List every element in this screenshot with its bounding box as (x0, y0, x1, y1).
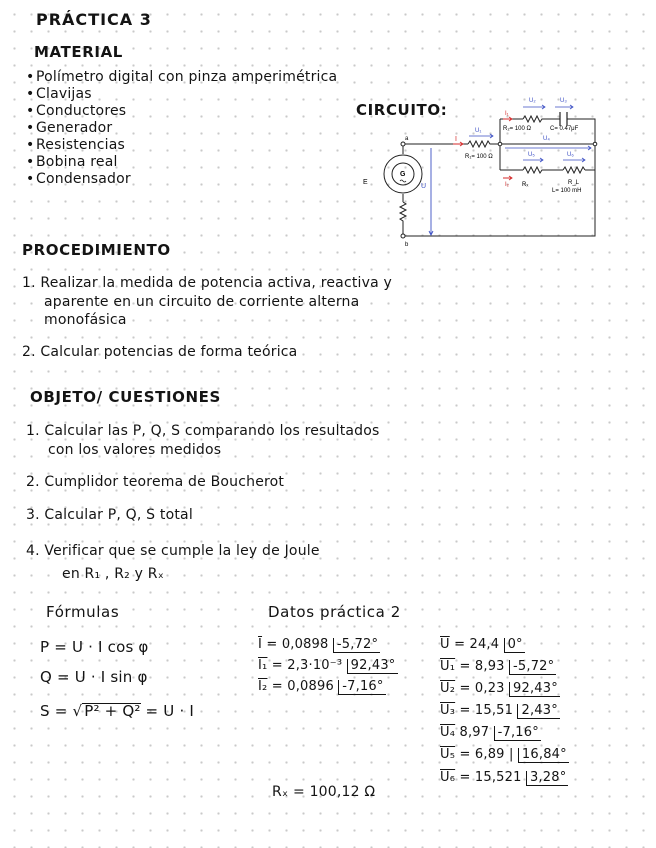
circuit-label: CIRCUITO: (356, 101, 448, 119)
voltage-row: $\overline{U} = 24,4$ 0° (440, 637, 523, 652)
node-b-dot (401, 234, 405, 238)
voltage-u3-arrow (555, 105, 573, 109)
list-item: 4. Verificar que se cumple la ley de Joule (26, 543, 320, 559)
source-e-label: E (363, 179, 368, 186)
voltage-u5-label: U₅ (528, 152, 535, 158)
resistor-rx-label: Rₓ (522, 182, 529, 188)
formula-p: P = U · I cos φ (40, 638, 149, 656)
voltage-u6-arrow (563, 158, 585, 162)
resistor-r1 (468, 141, 495, 147)
voltage-row: U₅ = 6,89 | 16,84° (440, 747, 567, 762)
coil-l-label: L= 100 mH (552, 188, 582, 194)
formula-q: Q = U · I sin φ (40, 668, 148, 686)
current-row: $\overline{I} = 0,0898$ -5,72° (258, 637, 379, 652)
objeto-heading: OBJETO/ CUESTIONES (30, 388, 221, 406)
list-item: • Clavijas (26, 86, 92, 102)
rx-result: Rₓ = 100,12 Ω (272, 784, 376, 800)
voltage-u-label: U (421, 183, 427, 190)
capacitor-c-label: C= 0.47μF (550, 126, 579, 132)
datos-heading: Datos práctica 2 (268, 603, 401, 621)
current-i1-label: I₁ (505, 111, 509, 117)
list-item: • Condensador (26, 171, 131, 187)
list-item: 1. Calcular las P, Q, S comparando los resultados (26, 423, 380, 439)
capacitor-c (560, 112, 567, 126)
voltage-u6-label: U₆ (567, 152, 574, 158)
formula-s: S = √ P² + Q² = U · I (40, 702, 195, 720)
sqrt-radicand: P² + Q² (84, 702, 141, 720)
voltage-row: U₁ = 8,93 -5,72° (440, 659, 555, 674)
node-a-label: a (405, 136, 409, 142)
list-item: • Resistencias (26, 137, 126, 153)
resistor-r1-label: R₁= 100 Ω (465, 154, 493, 160)
resistor-rx (523, 167, 543, 173)
voltage-u1-arrow (469, 134, 493, 138)
voltage-u2-arrow (523, 105, 545, 109)
current-i1-arrow (503, 117, 512, 121)
list-item: • Generador (26, 120, 113, 136)
wires (403, 119, 595, 236)
list-item: • Bobina real (26, 154, 118, 170)
current-i2-arrow (503, 176, 512, 180)
voltage-row: U₄ 8,97 -7,16° (440, 725, 539, 740)
list-item: 3. Calcular P, Q, S total (26, 507, 193, 523)
formulas-heading: Fórmulas (46, 603, 120, 621)
current-i2-label: I₂ (505, 182, 509, 188)
internal-resistor (400, 202, 406, 228)
voltage-u2-label: U₂ (529, 98, 536, 104)
voltage-u5-arrow (523, 158, 543, 162)
current-row: I₁ = 2,3·10⁻³ 92,43° (258, 658, 396, 673)
voltage-u1-label: U₁ (475, 128, 482, 134)
list-item-continuation: con los valores medidos (48, 442, 222, 458)
list-item-continuation: monofásica (44, 312, 127, 328)
resistor-r2-label: R₂= 100 Ω (503, 126, 531, 132)
voltage-row: U₂ = 0,23 92,43° (440, 681, 558, 696)
voltage-u4-arrow (505, 146, 591, 150)
procedimiento-heading: PROCEDIMIENTO (22, 241, 171, 259)
generator-tilde (400, 180, 406, 182)
current-row: I₂ = 0,0896 -7,16° (258, 679, 384, 694)
list-item: 2. Calcular potencias de forma teórica (22, 344, 298, 360)
page-title: PRÁCTICA 3 (36, 10, 152, 29)
resistor-r2 (523, 116, 545, 122)
junction-dot (498, 142, 502, 146)
node-a-dot (401, 142, 405, 146)
coil-rl (563, 167, 585, 173)
junction-dot (593, 142, 597, 146)
material-heading: MATERIAL (34, 43, 123, 61)
list-item: • Polímetro digital con pinza amperimétrica (26, 69, 338, 85)
list-item: 1. Realizar la medida de potencia activa, reactiva y (22, 275, 393, 291)
coil-rl-label: R_L (568, 180, 580, 186)
voltage-u3-label: U₃ (560, 98, 567, 104)
voltage-u4-label: U₄ (543, 136, 550, 142)
voltage-row: U₃ = 15,51 2,43° (440, 703, 558, 718)
list-item-continuation: aparente en un circuito de corriente alterna (44, 294, 360, 310)
list-item: 2. Cumplidor teorema de Boucherot (26, 474, 285, 490)
list-item-continuation: en R₁ , R₂ y Rₓ (62, 566, 165, 582)
current-i-label: I (455, 136, 457, 143)
node-b-label: b (405, 242, 409, 248)
generator-letter: G (400, 171, 406, 178)
list-item: • Conductores (26, 103, 127, 119)
voltage-row: U₆ = 15,521 3,28° (440, 770, 567, 785)
circuit-diagram (355, 88, 610, 256)
